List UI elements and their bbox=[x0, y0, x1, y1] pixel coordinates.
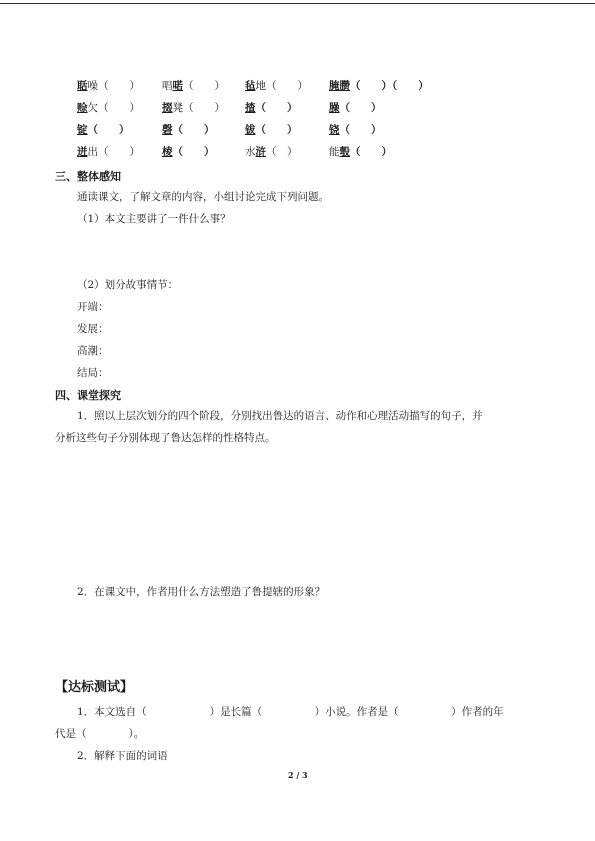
question-3-2: （2）划分故事情节： bbox=[77, 279, 179, 291]
vocab-target-char: 揸 bbox=[245, 102, 256, 114]
vocab-target-char: 棱 bbox=[162, 146, 173, 158]
test-question-1-line1: 1．本文选自（ ）是长篇（ ）小说。作者是（ ）作者的年 bbox=[77, 706, 504, 718]
vocab-blank: （ ） bbox=[339, 102, 382, 114]
vocab-blank: （ ） bbox=[87, 124, 130, 136]
vocab-item bbox=[245, 79, 308, 93]
vocab-blank: （ ） bbox=[255, 102, 298, 114]
vocab-blank: （ ） bbox=[172, 146, 215, 158]
vocab-target-char: 喏 bbox=[172, 80, 183, 92]
vocab-blank: 地（ ） bbox=[255, 80, 308, 92]
plot-development: 发展： bbox=[77, 323, 109, 335]
vocab-target-char: 铙 bbox=[329, 124, 340, 136]
vocab-target-char: 臊 bbox=[329, 102, 340, 114]
vocab-target-char: 腌臜 bbox=[329, 80, 350, 92]
vocab-item bbox=[77, 79, 140, 93]
vocab-target-char: 毡 bbox=[245, 80, 256, 92]
vocab-item bbox=[162, 145, 215, 159]
vocab-blank: 欠（ ） bbox=[87, 102, 140, 114]
vocab-prefix: 唱 bbox=[162, 80, 173, 92]
vocab-item bbox=[329, 101, 382, 115]
plot-opening: 开端： bbox=[77, 301, 109, 313]
vocab-target-char: 钹 bbox=[245, 124, 256, 136]
question-4-1-line1: 1．照以上层次划分的四个阶段，分别找出鲁达的语言、动作和心理活动描写的句子，并 bbox=[77, 410, 483, 422]
vocab-item bbox=[162, 101, 225, 115]
vocab-blank: 噪（ ） bbox=[87, 80, 140, 92]
test-question-2: 2．解释下面的词语 bbox=[77, 750, 168, 762]
vocab-target-char: 磬 bbox=[162, 124, 173, 136]
vocab-item bbox=[77, 101, 140, 115]
vocab-blank: 出（ ） bbox=[87, 146, 140, 158]
vocab-blank: 凳（ ） bbox=[172, 102, 225, 114]
vocab-blank: （ ） bbox=[350, 146, 392, 158]
vocab-item bbox=[245, 123, 298, 137]
vocab-target-char: 掇 bbox=[162, 102, 173, 114]
vocab-target-char: 锭 bbox=[77, 124, 88, 136]
vocab-blank: （ ） bbox=[172, 124, 215, 136]
test-question-1-line2: 代是（ ）。 bbox=[55, 728, 145, 740]
vocab-blank: （ ） bbox=[266, 146, 298, 158]
vocab-item bbox=[77, 145, 140, 159]
vocab-prefix: 水 bbox=[245, 146, 256, 158]
vocab-item bbox=[162, 123, 215, 137]
section-4-title: 四、课堂探究 bbox=[55, 389, 121, 402]
vocab-item bbox=[77, 123, 130, 137]
vocab-item bbox=[245, 101, 298, 115]
vocab-blank: （ ） bbox=[255, 124, 298, 136]
vocab-target-char: 迸 bbox=[77, 146, 88, 158]
vocab-blank: （ ） bbox=[339, 124, 382, 136]
vocab-item bbox=[162, 79, 225, 93]
vocab-target-char: 聒 bbox=[77, 80, 88, 92]
vocab-item bbox=[245, 145, 298, 159]
section-3-intro: 通读课文，了解文章的内容，小组讨论完成下列问题。 bbox=[77, 191, 329, 203]
vocab-item bbox=[329, 145, 392, 159]
question-3-1: （1）本文主要讲了一件什么事？ bbox=[77, 213, 231, 225]
plot-climax: 高潮： bbox=[77, 345, 109, 357]
vocab-blank: （ ）（ ） bbox=[350, 80, 429, 92]
vocab-target-char: 赊 bbox=[77, 102, 88, 114]
test-title: 【达标测试】 bbox=[55, 680, 134, 695]
vocab-item bbox=[329, 123, 382, 137]
vocab-prefix: 能 bbox=[329, 146, 340, 158]
section-3-title: 三、整体感知 bbox=[55, 170, 121, 183]
question-4-2: 2．在课文中，作者用什么方法塑造了鲁提辖的形象？ bbox=[77, 586, 326, 598]
header-rule bbox=[0, 3, 595, 4]
vocab-blank: （ ） bbox=[183, 80, 225, 92]
plot-ending: 结局： bbox=[77, 367, 109, 379]
vocab-target-char: 彀 bbox=[339, 146, 350, 158]
vocab-target-char: 浒 bbox=[255, 146, 266, 158]
vocab-item bbox=[329, 79, 429, 93]
page-number: 2 / 3 bbox=[288, 770, 308, 780]
question-4-1-line2: 分析这些句子分别体现了鲁达怎样的性格特点。 bbox=[55, 432, 276, 444]
